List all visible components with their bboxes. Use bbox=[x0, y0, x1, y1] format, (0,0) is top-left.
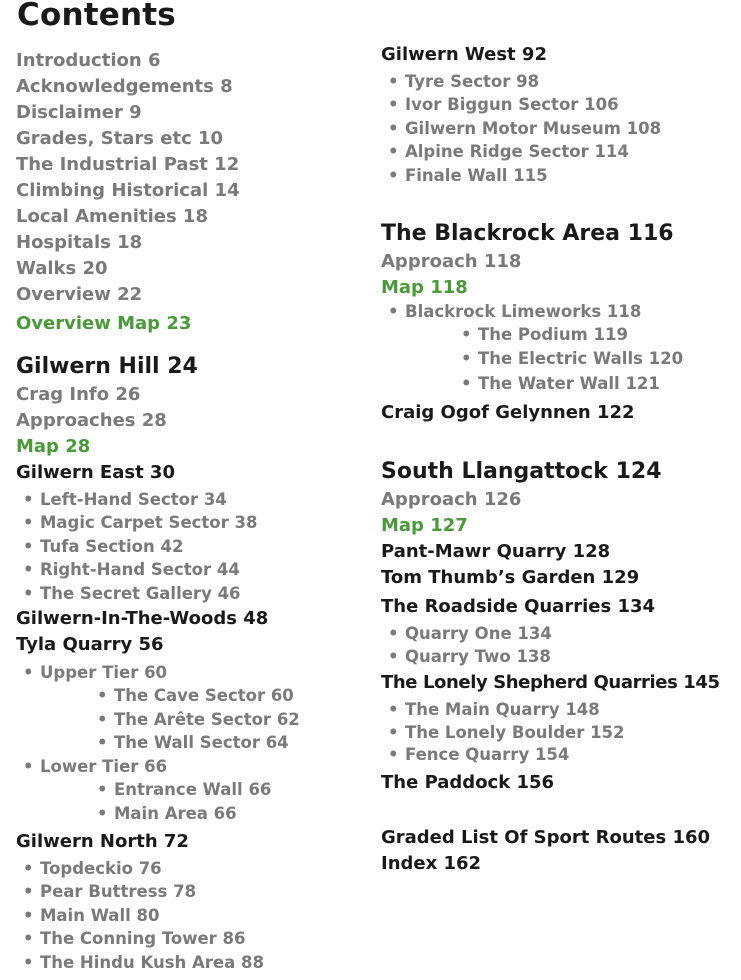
toc-sub-entry[interactable]: • Lower Tier 66 bbox=[40, 757, 167, 776]
toc-entry[interactable]: Gilwern-In-The-Woods 48 bbox=[16, 608, 269, 629]
toc-entry[interactable]: Graded List Of Sport Routes 160 bbox=[381, 827, 711, 848]
toc-entry[interactable]: Approach 118 bbox=[381, 251, 522, 272]
toc-sub-entry[interactable]: • Blackrock Limeworks 118 bbox=[405, 302, 641, 321]
toc-sub-entry[interactable]: • Gilwern Motor Museum 108 bbox=[405, 119, 661, 138]
toc-entry[interactable]: The Paddock 156 bbox=[381, 772, 555, 793]
toc-sub-entry[interactable]: • Upper Tier 60 bbox=[40, 663, 167, 682]
toc-entry[interactable]: Introduction 6 bbox=[16, 50, 161, 71]
toc-entry[interactable]: Overview 22 bbox=[16, 284, 143, 305]
toc-sub-entry[interactable]: • Tyre Sector 98 bbox=[405, 72, 539, 91]
toc-entry[interactable]: The Roadside Quarries 134 bbox=[381, 596, 656, 617]
toc-sub-entry[interactable]: • Quarry One 134 bbox=[405, 624, 552, 643]
toc-sub-sub-entry[interactable]: • The Arête Sector 62 bbox=[114, 710, 300, 729]
toc-sub-sub-entry[interactable]: • The Water Wall 121 bbox=[478, 374, 660, 393]
toc-entry[interactable]: Disclaimer 9 bbox=[16, 102, 142, 123]
toc-sub-entry[interactable]: • Right-Hand Sector 44 bbox=[40, 560, 240, 579]
toc-sub-sub-entry[interactable]: • Entrance Wall 66 bbox=[114, 780, 271, 799]
toc-sub-entry[interactable]: • The Hindu Kush Area 88 bbox=[40, 953, 264, 972]
toc-entry[interactable]: Climbing Historical 14 bbox=[16, 180, 240, 201]
section-heading-blackrock[interactable]: The Blackrock Area 116 bbox=[381, 221, 674, 246]
section-heading-south-llangattock[interactable]: South Llangattock 124 bbox=[381, 459, 662, 484]
toc-sub-entry[interactable]: • Tufa Section 42 bbox=[40, 537, 183, 556]
toc-sub-entry[interactable]: • Finale Wall 115 bbox=[405, 166, 548, 185]
toc-sub-entry[interactable]: • Left-Hand Sector 34 bbox=[40, 490, 227, 509]
toc-entry[interactable]: Hospitals 18 bbox=[16, 232, 143, 253]
toc-sub-sub-entry[interactable]: • The Cave Sector 60 bbox=[114, 686, 294, 705]
toc-sub-entry[interactable]: • Alpine Ridge Sector 114 bbox=[405, 142, 629, 161]
toc-entry[interactable]: Tom Thumb’s Garden 129 bbox=[381, 567, 640, 588]
toc-sub-entry[interactable]: • The Secret Gallery 46 bbox=[40, 584, 241, 603]
toc-entry-map[interactable]: Map 28 bbox=[16, 436, 91, 457]
toc-entry[interactable]: Pant-Mawr Quarry 128 bbox=[381, 541, 611, 562]
toc-sub-entry[interactable]: • Quarry Two 138 bbox=[405, 647, 551, 666]
toc-sub-entry[interactable]: • Fence Quarry 154 bbox=[405, 745, 569, 764]
toc-sub-entry[interactable]: • Magic Carpet Sector 38 bbox=[40, 513, 257, 532]
toc-sub-entry[interactable]: • Main Wall 80 bbox=[40, 906, 159, 925]
toc-sub-entry[interactable]: • Ivor Biggun Sector 106 bbox=[405, 95, 619, 114]
toc-entry[interactable]: Gilwern East 30 bbox=[16, 462, 175, 483]
toc-sub-sub-entry[interactable]: • The Electric Walls 120 bbox=[478, 349, 683, 368]
toc-entry[interactable]: The Lonely Shepherd Quarries 145 bbox=[381, 672, 720, 693]
toc-entry[interactable]: Walks 20 bbox=[16, 258, 108, 279]
toc-sub-sub-entry[interactable]: • The Wall Sector 64 bbox=[114, 733, 289, 752]
toc-entry-map[interactable]: Map 127 bbox=[381, 515, 468, 536]
toc-entry[interactable]: Tyla Quarry 56 bbox=[16, 634, 164, 655]
toc-entry[interactable]: Approaches 28 bbox=[16, 410, 167, 431]
toc-sub-entry[interactable]: • The Lonely Boulder 152 bbox=[405, 723, 625, 742]
toc-entry[interactable]: Craig Ogof Gelynnen 122 bbox=[381, 402, 635, 423]
toc-entry[interactable]: Crag Info 26 bbox=[16, 384, 141, 405]
toc-sub-entry[interactable]: • The Conning Tower 86 bbox=[40, 929, 246, 948]
toc-entry[interactable]: Gilwern West 92 bbox=[381, 44, 547, 65]
toc-sub-sub-entry[interactable]: • The Podium 119 bbox=[478, 325, 628, 344]
toc-entry[interactable]: Gilwern North 72 bbox=[16, 831, 189, 852]
section-heading-gilwern-hill[interactable]: Gilwern Hill 24 bbox=[16, 354, 198, 379]
toc-entry[interactable]: The Industrial Past 12 bbox=[16, 154, 240, 175]
toc-entry[interactable]: Index 162 bbox=[381, 853, 482, 874]
toc-entry[interactable]: Approach 126 bbox=[381, 489, 522, 510]
toc-sub-entry[interactable]: • The Main Quarry 148 bbox=[405, 700, 600, 719]
page-title: Contents bbox=[17, 0, 176, 33]
toc-sub-entry[interactable]: • Topdeckio 76 bbox=[40, 859, 162, 878]
toc-entry-map[interactable]: Map 118 bbox=[381, 277, 468, 298]
toc-sub-sub-entry[interactable]: • Main Area 66 bbox=[114, 804, 237, 823]
toc-entry-overview-map[interactable]: Overview Map 23 bbox=[16, 313, 192, 334]
toc-entry[interactable]: Grades, Stars etc 10 bbox=[16, 128, 224, 149]
toc-sub-entry[interactable]: • Pear Buttress 78 bbox=[40, 882, 196, 901]
toc-entry[interactable]: Local Amenities 18 bbox=[16, 206, 208, 227]
toc-entry[interactable]: Acknowledgements 8 bbox=[16, 76, 233, 97]
